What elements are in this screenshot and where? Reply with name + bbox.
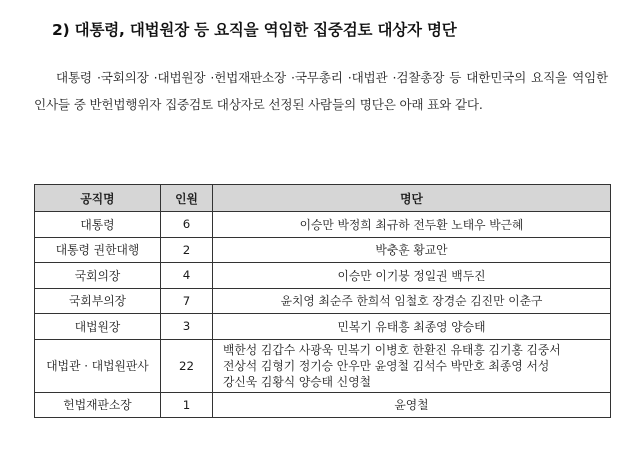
position-cell: 대법관 · 대법원판사 <box>35 339 161 392</box>
names-cell: 민복기 유태흥 최종영 양승태 <box>213 314 611 340</box>
count-cell: 7 <box>161 288 213 314</box>
position-cell: 헌법재판소장 <box>35 392 161 418</box>
table-row <box>35 288 611 314</box>
table-row <box>35 212 611 238</box>
count-cell: 4 <box>161 263 213 289</box>
names-line: 강신욱 김황식 양승태 신영철 <box>223 374 371 389</box>
table-row <box>35 339 611 392</box>
officials-table <box>34 184 611 418</box>
names-line: 백한성 김갑수 사광욱 민복기 이병호 한환진 유태흥 김기홍 김중서 <box>223 342 561 357</box>
names-cell: 이승만 박정희 최규하 전두환 노태우 박근혜 <box>213 212 611 238</box>
names-cell: 박충훈 황교안 <box>213 237 611 263</box>
table-row <box>35 237 611 263</box>
table-row <box>35 314 611 340</box>
count-cell: 1 <box>161 392 213 418</box>
table-header-row <box>35 185 611 212</box>
count-cell: 2 <box>161 237 213 263</box>
count-cell: 6 <box>161 212 213 238</box>
names-cell: 윤영철 <box>213 392 611 418</box>
position-cell: 대법원장 <box>35 314 161 340</box>
position-cell: 국회부의장 <box>35 288 161 314</box>
table-row <box>35 392 611 418</box>
intro-paragraph: 대통령 ·국회의장 ·대법원장 ·헌법재판소장 ·국무총리 ·대법관 ·검찰총장 등 대한민국의 요직을 역임한 인사들 중 반헌법행위자 집중검토 대상자로 선정된 사람들의 명단은 아래 표와 같다. <box>34 70 608 112</box>
position-cell: 국회의장 <box>35 263 161 289</box>
position-cell: 대통령 권한대행 <box>35 237 161 263</box>
header-names: 명단 <box>213 185 611 212</box>
count-cell: 22 <box>161 339 213 392</box>
header-position: 공직명 <box>35 185 161 212</box>
table-row <box>35 263 611 289</box>
header-count: 인원 <box>161 185 213 212</box>
count-cell: 3 <box>161 314 213 340</box>
position-cell: 대통령 <box>35 212 161 238</box>
names-cell: 이승만 이기붕 정일권 백두진 <box>213 263 611 289</box>
section-heading: 2) 대통령, 대법원장 등 요직을 역임한 집중검토 대상자 명단 <box>52 21 457 39</box>
names-line: 전상석 김형기 정기승 안우만 윤영철 김석수 박만호 최종영 서성 <box>223 358 550 373</box>
names-cell <box>213 339 611 392</box>
names-cell: 윤치영 최순주 한희석 임철호 장경순 김진만 이춘구 <box>213 288 611 314</box>
